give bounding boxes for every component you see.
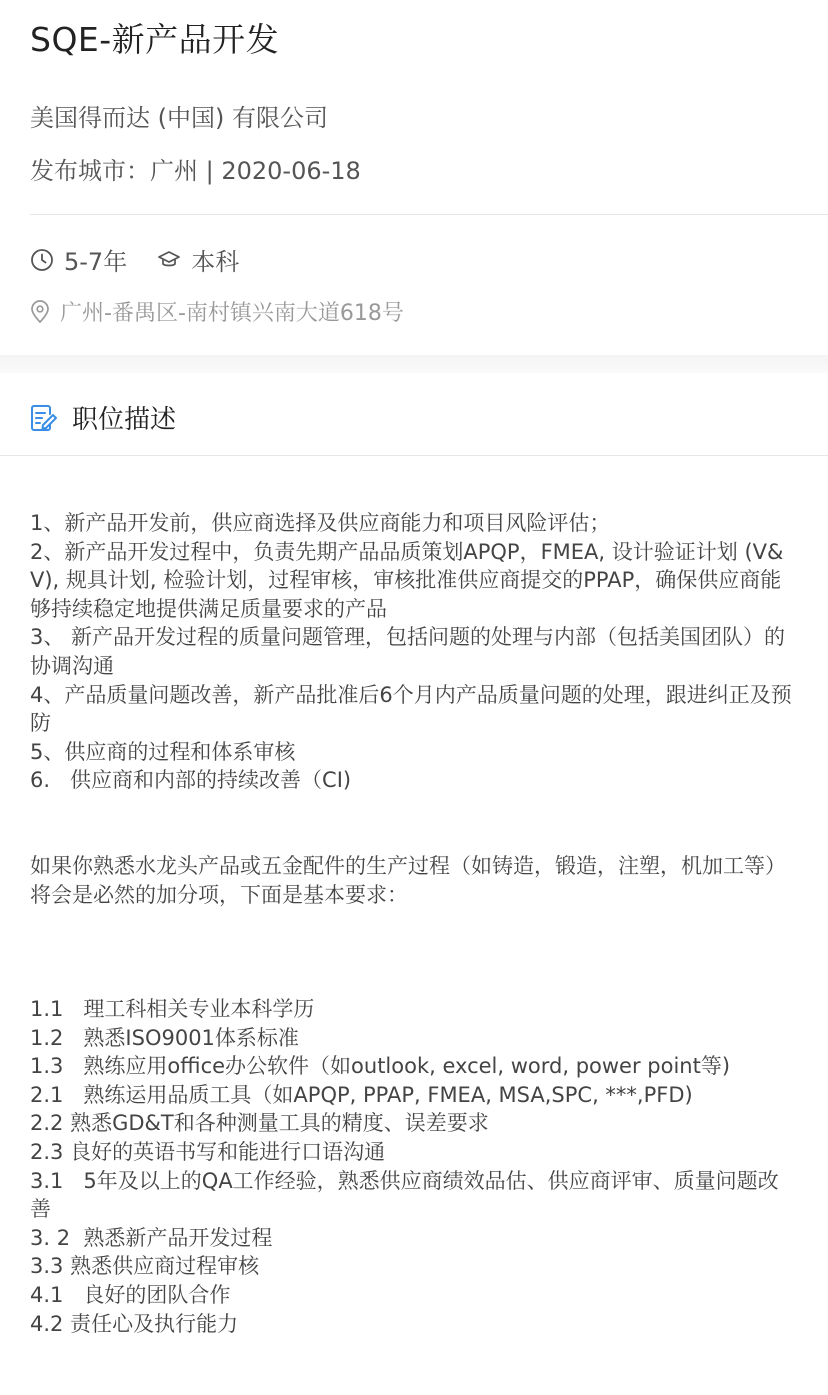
location-pin-icon: [30, 300, 50, 324]
job-description-text: 1、新产品开发前，供应商选择及供应商能力和项目风险评估； 2、新产品开发过程中，负责先期产品品质策划APQP，FMEA, 设计验证计划 (V&V), 规具计划, 检验计划，过程审核，审核批准供应商提交的PPAP，确保供应商能够持续稳定地提供满足质量要求的产品 3、 新产品开发过程的质量问题管理，包括问题的处理与内部（包括美国团队）的协调沟通 4、产品质量问题改善，新产品批准后6个月内产品质量问题的处理，跟进纠正及预防 5、供应商的过程和体系审核 6. 供应商和内部的持续改善（CI) 如果你熟悉水龙头产品或五金配件的生产过程（如铸造，锻造，注塑，机加工等）将会是必然的加分项，下面是基本要求： 1.1 理工科相关专业本科学历 1.2 熟悉ISO9001体系标准 1.3 熟练应用office办公软件（如outlook, excel, word, power point等) 2.1 熟练运用品质工具（如APQP, PPAP, FMEA, MSA,SPC, ***,PFD) 2.2 熟悉GD&T和各种测量工具的精度、误差要求 2.3 良好的英语书写和能进行口语沟通 3.1 5年及以上的QA工作经验，熟悉供应商绩效品估、供应商评审、质量问题改善 3. 2 熟悉新产品开发过程 3.3 熟悉供应商过程审核 4.1 良好的团队合作 4.2 责任心及执行能力: [30, 511, 792, 1336]
experience-requirement: [30, 242, 127, 277]
graduation-cap-icon: [157, 248, 181, 272]
clock-icon: [30, 248, 54, 272]
job-address[interactable]: [30, 296, 404, 327]
divider: [30, 214, 828, 215]
job-header: [0, 0, 828, 355]
experience-label: 5-7年: [64, 248, 128, 276]
education-requirement: [157, 242, 239, 277]
job-requirements: [30, 242, 269, 277]
education-label: 本科: [191, 248, 240, 276]
section-gap: [0, 355, 828, 373]
job-description-header: [0, 373, 828, 456]
address-label: 广州-番禺区-南村镇兴南大道618号: [60, 301, 404, 326]
job-title: SQE-新产品开发: [30, 20, 280, 59]
company-name[interactable]: 美国得而达 (中国) 有限公司: [30, 104, 328, 132]
section-title: 职位描述: [72, 405, 177, 435]
edit-document-icon: [30, 403, 58, 433]
publish-info: 发布城市：广州 | 2020-06-18: [30, 157, 361, 185]
